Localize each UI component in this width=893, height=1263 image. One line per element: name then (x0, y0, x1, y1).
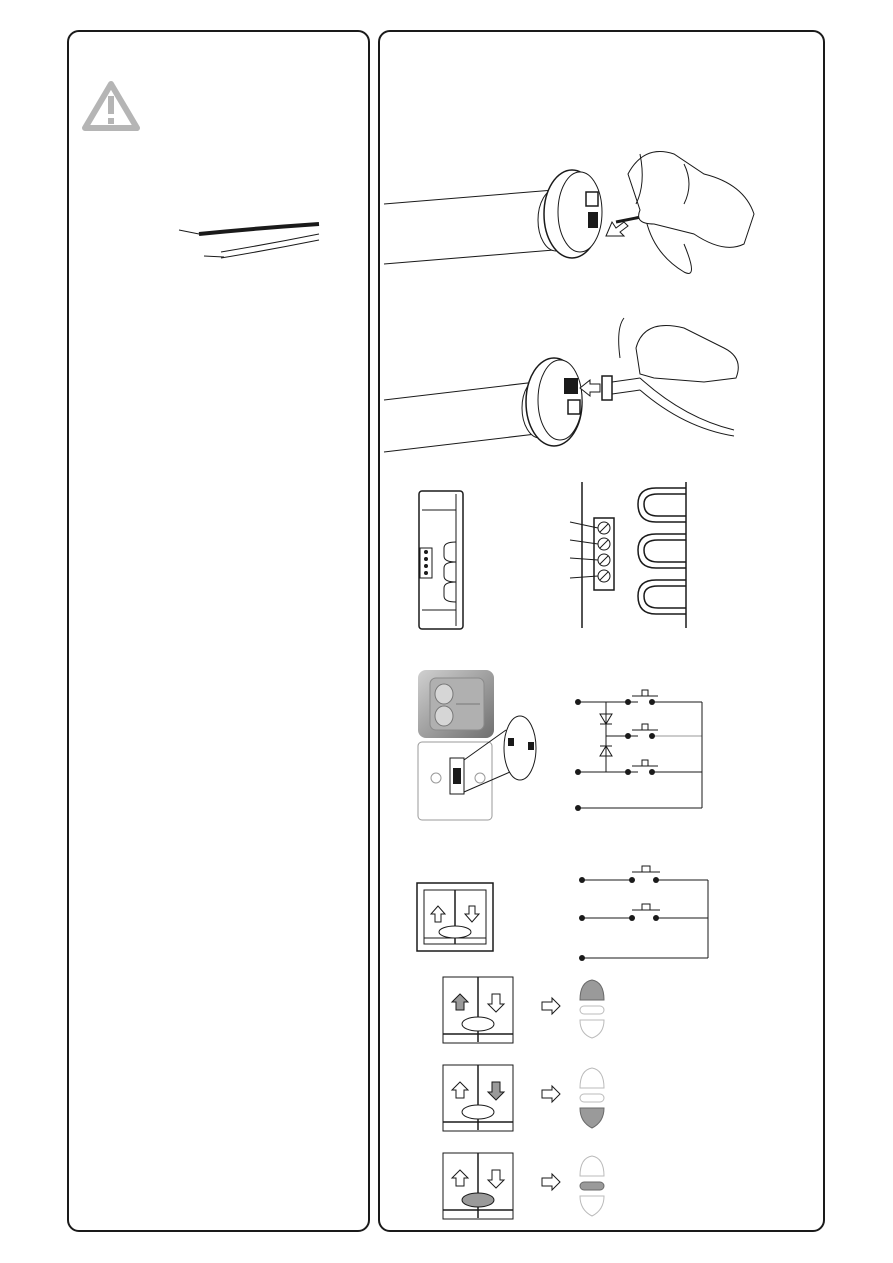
screw-terminal-icon (540, 482, 690, 630)
wall-switch-illustration (416, 668, 540, 826)
warning-triangle-icon (81, 80, 141, 132)
right-panel (378, 30, 825, 1232)
push-button-wiring (576, 858, 716, 968)
two-wire-cable (179, 220, 324, 260)
button-result-up (442, 976, 672, 1044)
push-button-icon (416, 882, 496, 954)
remote-control-illustration (418, 490, 468, 632)
button-result-stop (442, 1152, 672, 1222)
plug-insert-arrow-icon (580, 380, 600, 396)
plug-insert-arrow-icon (606, 222, 628, 236)
motor-disconnect-illustration (384, 318, 764, 458)
left-panel (67, 30, 370, 1232)
diode-icon (572, 684, 712, 820)
motor-connect-illustration (384, 154, 764, 309)
button-result-down (442, 1064, 672, 1134)
